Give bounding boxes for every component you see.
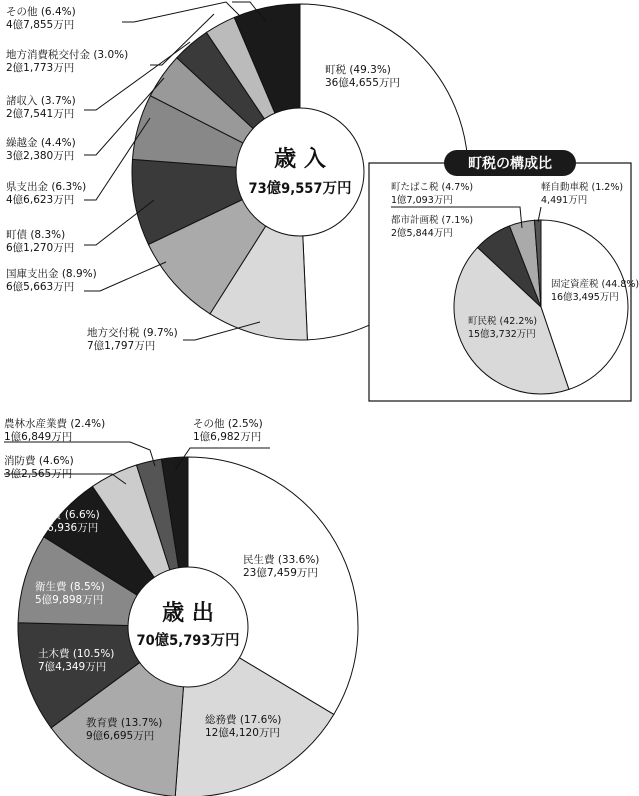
- revenue-label-8-name: その他 (6.4%): [6, 6, 76, 18]
- town-tax-label-1-amount: 15億3,732万円: [468, 329, 536, 340]
- expenditure-total: 70億5,793万円: [136, 633, 240, 649]
- revenue-label-2-name: 国庫支出金 (8.9%): [6, 268, 97, 280]
- expenditure-center-hole: [128, 567, 248, 687]
- expenditure-label-2-amount: 9億6,695万円: [86, 730, 155, 742]
- revenue-label-7-name: 地方消費税交付金 (3.0%): [6, 49, 129, 61]
- town-tax-label-2-name: 都市計画税 (7.1%): [391, 215, 474, 226]
- revenue-label-5-name: 繰越金 (4.4%): [6, 137, 76, 149]
- town-tax-label-2-amount: 2億5,844万円: [391, 228, 453, 239]
- revenue-label-3-amount: 6億1,270万円: [6, 242, 75, 254]
- revenue-center: [236, 108, 364, 236]
- revenue-label-4-name: 県支出金 (6.3%): [6, 181, 87, 193]
- revenue-total: 73億9,557万円: [248, 181, 352, 197]
- expenditure-label-7-name: 農林水産業費 (2.4%): [4, 418, 106, 430]
- revenue-label-4-amount: 4億6,623万円: [6, 194, 75, 206]
- town-tax-label-3-name: 町たばこ税 (4.7%): [391, 182, 474, 193]
- revenue-label-1-name: 地方交付税 (9.7%): [87, 327, 178, 339]
- expenditure-label-0-name: 民生費 (33.6%): [243, 554, 320, 566]
- expenditure-label-0-amount: 23億7,459万円: [243, 567, 318, 579]
- revenue-label-0-amount: 36億4,655万円: [325, 77, 400, 89]
- revenue-label-7-amount: 2億1,773万円: [6, 62, 75, 74]
- expenditure-title: 歳 出: [162, 601, 214, 626]
- revenue-label-3-name: 町債 (8.3%): [6, 229, 66, 241]
- town-tax-pie: [454, 220, 628, 394]
- town-tax-label-0-name: 固定資産税 (44.8%): [551, 279, 639, 290]
- expenditure-label-6-amount: 3億2,565万円: [4, 468, 73, 480]
- revenue-leader-8: [122, 2, 240, 22]
- expenditure-label-2-name: 教育費 (13.7%): [86, 717, 163, 729]
- expenditure-label-6-name: 消防費 (4.6%): [4, 455, 74, 467]
- town-tax-panel: [369, 150, 639, 401]
- expenditure-label-3-name: 土木費 (10.5%): [38, 648, 115, 660]
- town-tax-label-1-name: 町民税 (42.2%): [468, 316, 538, 327]
- town-tax-label-4-amount: 4,491万円: [541, 195, 588, 206]
- town-tax-title: 町税の構成比: [468, 156, 552, 172]
- expenditure-label-8-amount: 1億6,982万円: [193, 431, 262, 443]
- expenditure-label-1-amount: 12億4,120万円: [205, 727, 280, 739]
- revenue-label-6-amount: 2億7,541万円: [6, 108, 75, 120]
- revenue-label-0-name: 町税 (49.3%): [325, 64, 391, 76]
- expenditure-label-7-amount: 1億6,849万円: [4, 431, 73, 443]
- expenditure-label-8-name: その他 (2.5%): [193, 418, 263, 430]
- revenue-label-5-amount: 3億2,380万円: [6, 150, 75, 162]
- expenditure-label-4-amount: 5億9,898万円: [35, 594, 104, 606]
- revenue-label-1-amount: 7億1,797万円: [87, 340, 156, 352]
- expenditure-label-4-name: 衛生費 (8.5%): [35, 581, 105, 593]
- revenue-title: 歳 入: [274, 147, 326, 172]
- town-tax-label-0-amount: 16億3,495万円: [551, 292, 619, 303]
- expenditure-label-1-name: 総務費 (17.6%): [205, 714, 282, 726]
- revenue-label-2-amount: 6億5,663万円: [6, 281, 75, 293]
- expenditure-center: [128, 567, 248, 687]
- revenue-center-hole: [236, 108, 364, 236]
- town-tax-label-4-name: 軽自動車税 (1.2%): [541, 182, 624, 193]
- expenditure-label-5-name: 公債費 (6.6%): [30, 509, 100, 521]
- expenditure-label-3-amount: 7億4,349万円: [38, 661, 107, 673]
- revenue-label-6-name: 諸収入 (3.7%): [6, 95, 76, 107]
- expenditure-label-5-amount: 4億6,936万円: [30, 522, 99, 534]
- revenue-label-8-amount: 4億7,855万円: [6, 19, 75, 31]
- town-tax-label-3-amount: 1億7,093万円: [391, 195, 453, 206]
